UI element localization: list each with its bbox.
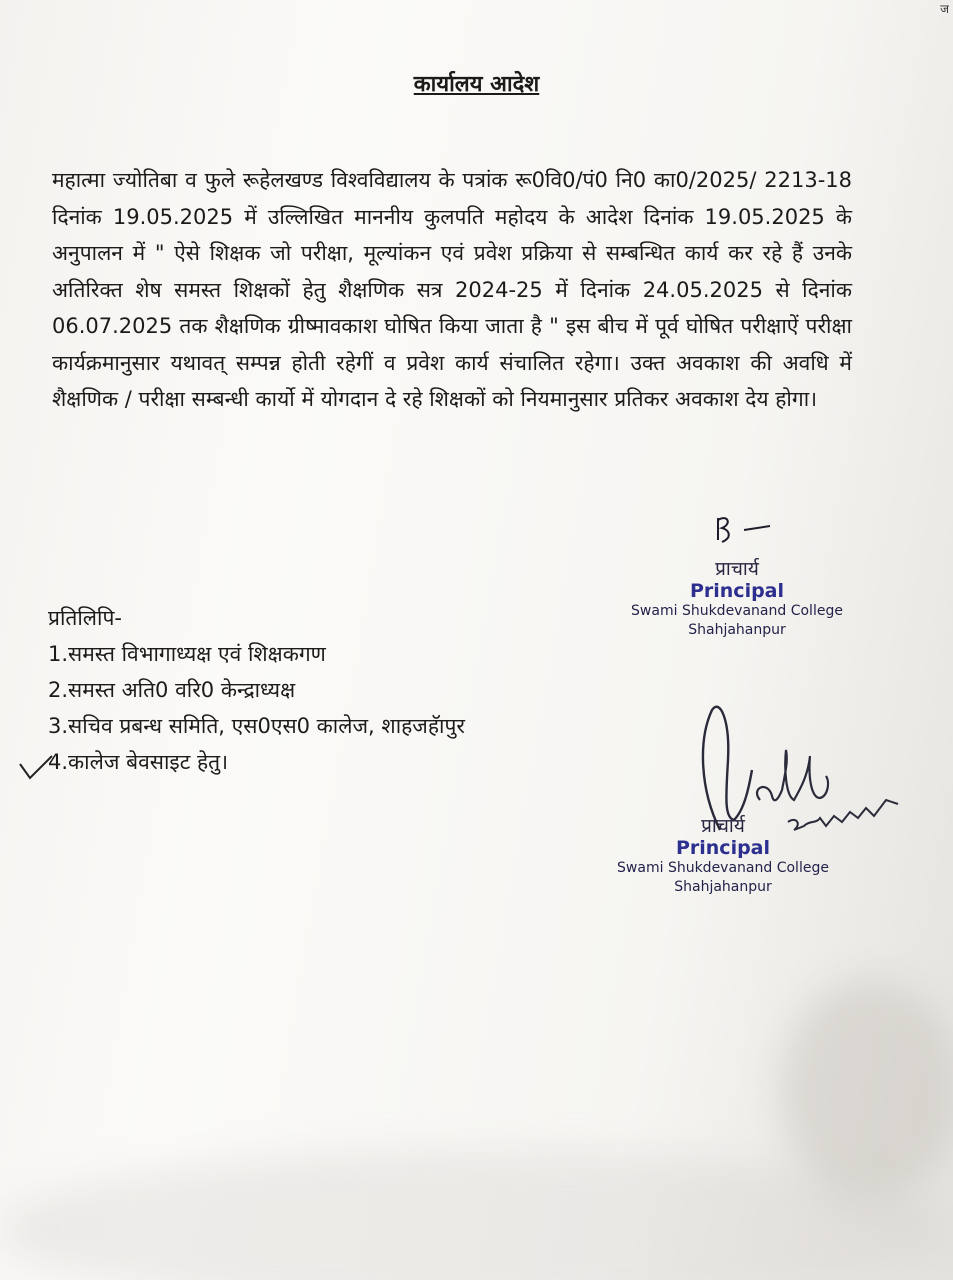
stamp-hindi-title: प्राचार्य: [701, 815, 745, 837]
stamp-college-name: Swami Shukdevanand College: [617, 860, 829, 876]
principal-stamp-2: [598, 815, 848, 897]
principal-stamp-1: [612, 508, 862, 640]
copy-item: 2.समस्त अति0 वरि0 केन्द्राध्यक्ष: [48, 678, 296, 702]
stamp-principal-title: Principal: [675, 837, 771, 859]
document-title: कार्यालय आदेश: [413, 72, 540, 97]
order-body: महात्मा ज्योतिबा व फुले रूहेलखण्ड विश्वविद्यालय के पत्रांक रू0वि0/पं0 नि0 का0/2025/ 2213-18 दिनांक 19.05.2025 में उल्लिखित माननीय कुलपति महोदय के आदेश दिनांक 19.05.2025 के अनुपालन में " ऐसे शिक्षक जो परीक्षा, मूल्यांकन एवं प्रवेश प्रक्रिया से सम्बन्धित कार्य कर रहे हैं उनके अतिरिक्त शेष समस्त शिक्षकों हेतु शैक्षणिक सत्र 2024-25 में दिनांक 24.05.2025 से दिनांक 06.07.2025 तक शैक्षणिक ग्रीष्मावकाश घोषित किया जाता है " इस बीच में पूर्व घोषित परीक्षाऐं परीक्षा कार्यक्रमानुसार यथावत् सम्पन्न होती रहेगीं व प्रवेश कार्य संचालित रहेगा। उक्त अवकाश की अवधि में शैक्षणिक / परीक्षा सम्बन्धी कार्यो में योगदान दे रहे शिक्षकों को नियमानुसार प्रतिकर अवकाश देय होगा।: [52, 168, 852, 411]
paper-shadow: [780, 980, 953, 1200]
stamp-city: Shahjahanpur: [688, 622, 786, 638]
copy-item: 3.सचिव प्रबन्ध समिति, एस0एस0 कालेज, शाहजहॅापुर: [48, 714, 465, 738]
copy-list: [48, 636, 465, 780]
stamp-hindi-title: प्राचार्य: [715, 558, 759, 580]
tick-mark-icon: [18, 752, 54, 782]
copy-item: 4.कालेज बेवसाइट हेतु।: [48, 750, 229, 774]
stamp-college-name: Swami Shukdevanand College: [631, 603, 843, 619]
copy-heading: प्रतिलिपि-: [48, 606, 122, 630]
edge-mark: ज: [940, 2, 949, 16]
copy-item: 1.समस्त विभागाध्यक्ष एवं शिक्षकगण: [48, 642, 326, 666]
stamp-city: Shahjahanpur: [674, 879, 772, 895]
stamp-principal-title: Principal: [689, 580, 785, 602]
